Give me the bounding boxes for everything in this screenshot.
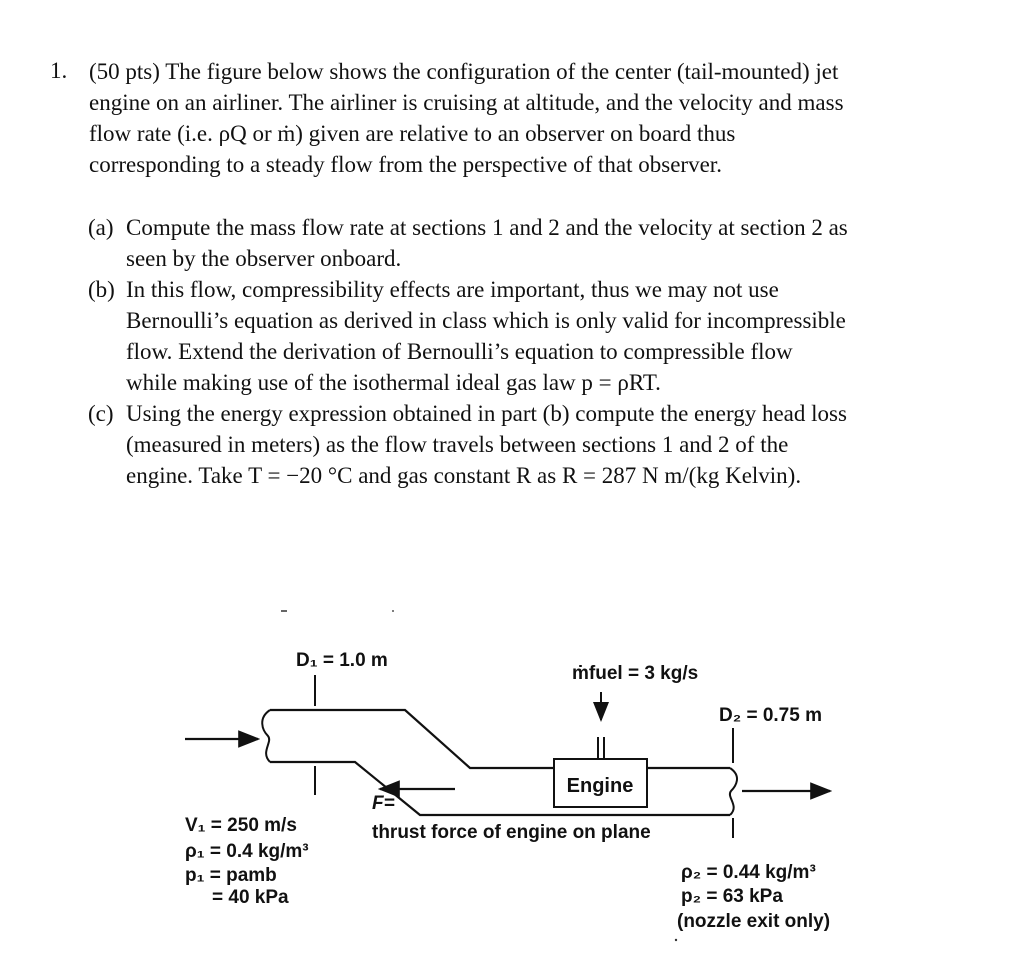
part-line: (measured in meters) as the flow travels between sections 1 and 2 of the (126, 432, 789, 457)
inlet-density: ρ₁ = 0.4 kg/m³ (185, 841, 309, 862)
thrust-label: thrust force of engine on plane (372, 822, 651, 843)
fuel-flow-label: ṁfuel = 3 kg/s (572, 663, 699, 684)
intro-line: (50 pts) The figure below shows the configuration of the center (tail-mounted) jet (89, 59, 839, 84)
inlet-velocity: V₁ = 250 m/s (185, 815, 297, 836)
duct-lower-wall (270, 762, 730, 815)
duct-upper-wall (270, 710, 730, 768)
part-tag: (a) (88, 215, 114, 240)
problem-number: 1. (50, 58, 68, 83)
intro-line: engine on an airliner. The airliner is cruising at altitude, and the velocity and mass (89, 90, 844, 115)
d2-label: D₂ = 0.75 m (719, 705, 822, 726)
part-line: while making use of the isothermal ideal gas law p = ρRT. (126, 370, 661, 395)
inlet-pressure: p₁ = pamb (185, 865, 277, 886)
intro-line: corresponding to a steady flow from the perspective of that observer. (89, 152, 722, 177)
scan-mark (392, 610, 394, 612)
part-line: seen by the observer onboard. (126, 246, 402, 271)
part-line: Using the energy expression obtained in part (b) compute the energy head loss (126, 401, 847, 426)
d1-label: D₁ = 1.0 m (296, 650, 388, 671)
exit-density: ρ₂ = 0.44 kg/m³ (681, 862, 816, 883)
part-tag: (c) (88, 401, 114, 426)
exit-section-curve (730, 768, 737, 815)
force-label: F= (372, 793, 395, 814)
part-line: Bernoulli’s equation as derived in class which is only valid for incompressible (126, 308, 846, 333)
exit-note: (nozzle exit only) (677, 911, 831, 932)
intro-line: flow rate (i.e. ρQ or ṁ) given are relative to an observer on board thus (89, 121, 736, 146)
part-line: Compute the mass flow rate at sections 1 and 2 and the velocity at section 2 as (126, 215, 848, 240)
jet-engine-diagram (0, 560, 1024, 958)
part-line: In this flow, compressibility effects are important, thus we may not use (126, 277, 779, 302)
inlet-pressure-value: = 40 kPa (212, 887, 289, 908)
scan-mark (675, 939, 677, 941)
exit-pressure: p₂ = 63 kPa (681, 886, 783, 907)
engine-label: Engine (566, 775, 634, 797)
part-line: engine. Take T = −20 °C and gas constant R as R = 287 N m/(kg Kelvin). (126, 463, 802, 488)
part-line: flow. Extend the derivation of Bernoulli’s equation to compressible flow (126, 339, 793, 364)
inlet-section-curve (262, 710, 270, 762)
part-tag: (b) (88, 277, 115, 302)
problem-intro (89, 56, 989, 180)
